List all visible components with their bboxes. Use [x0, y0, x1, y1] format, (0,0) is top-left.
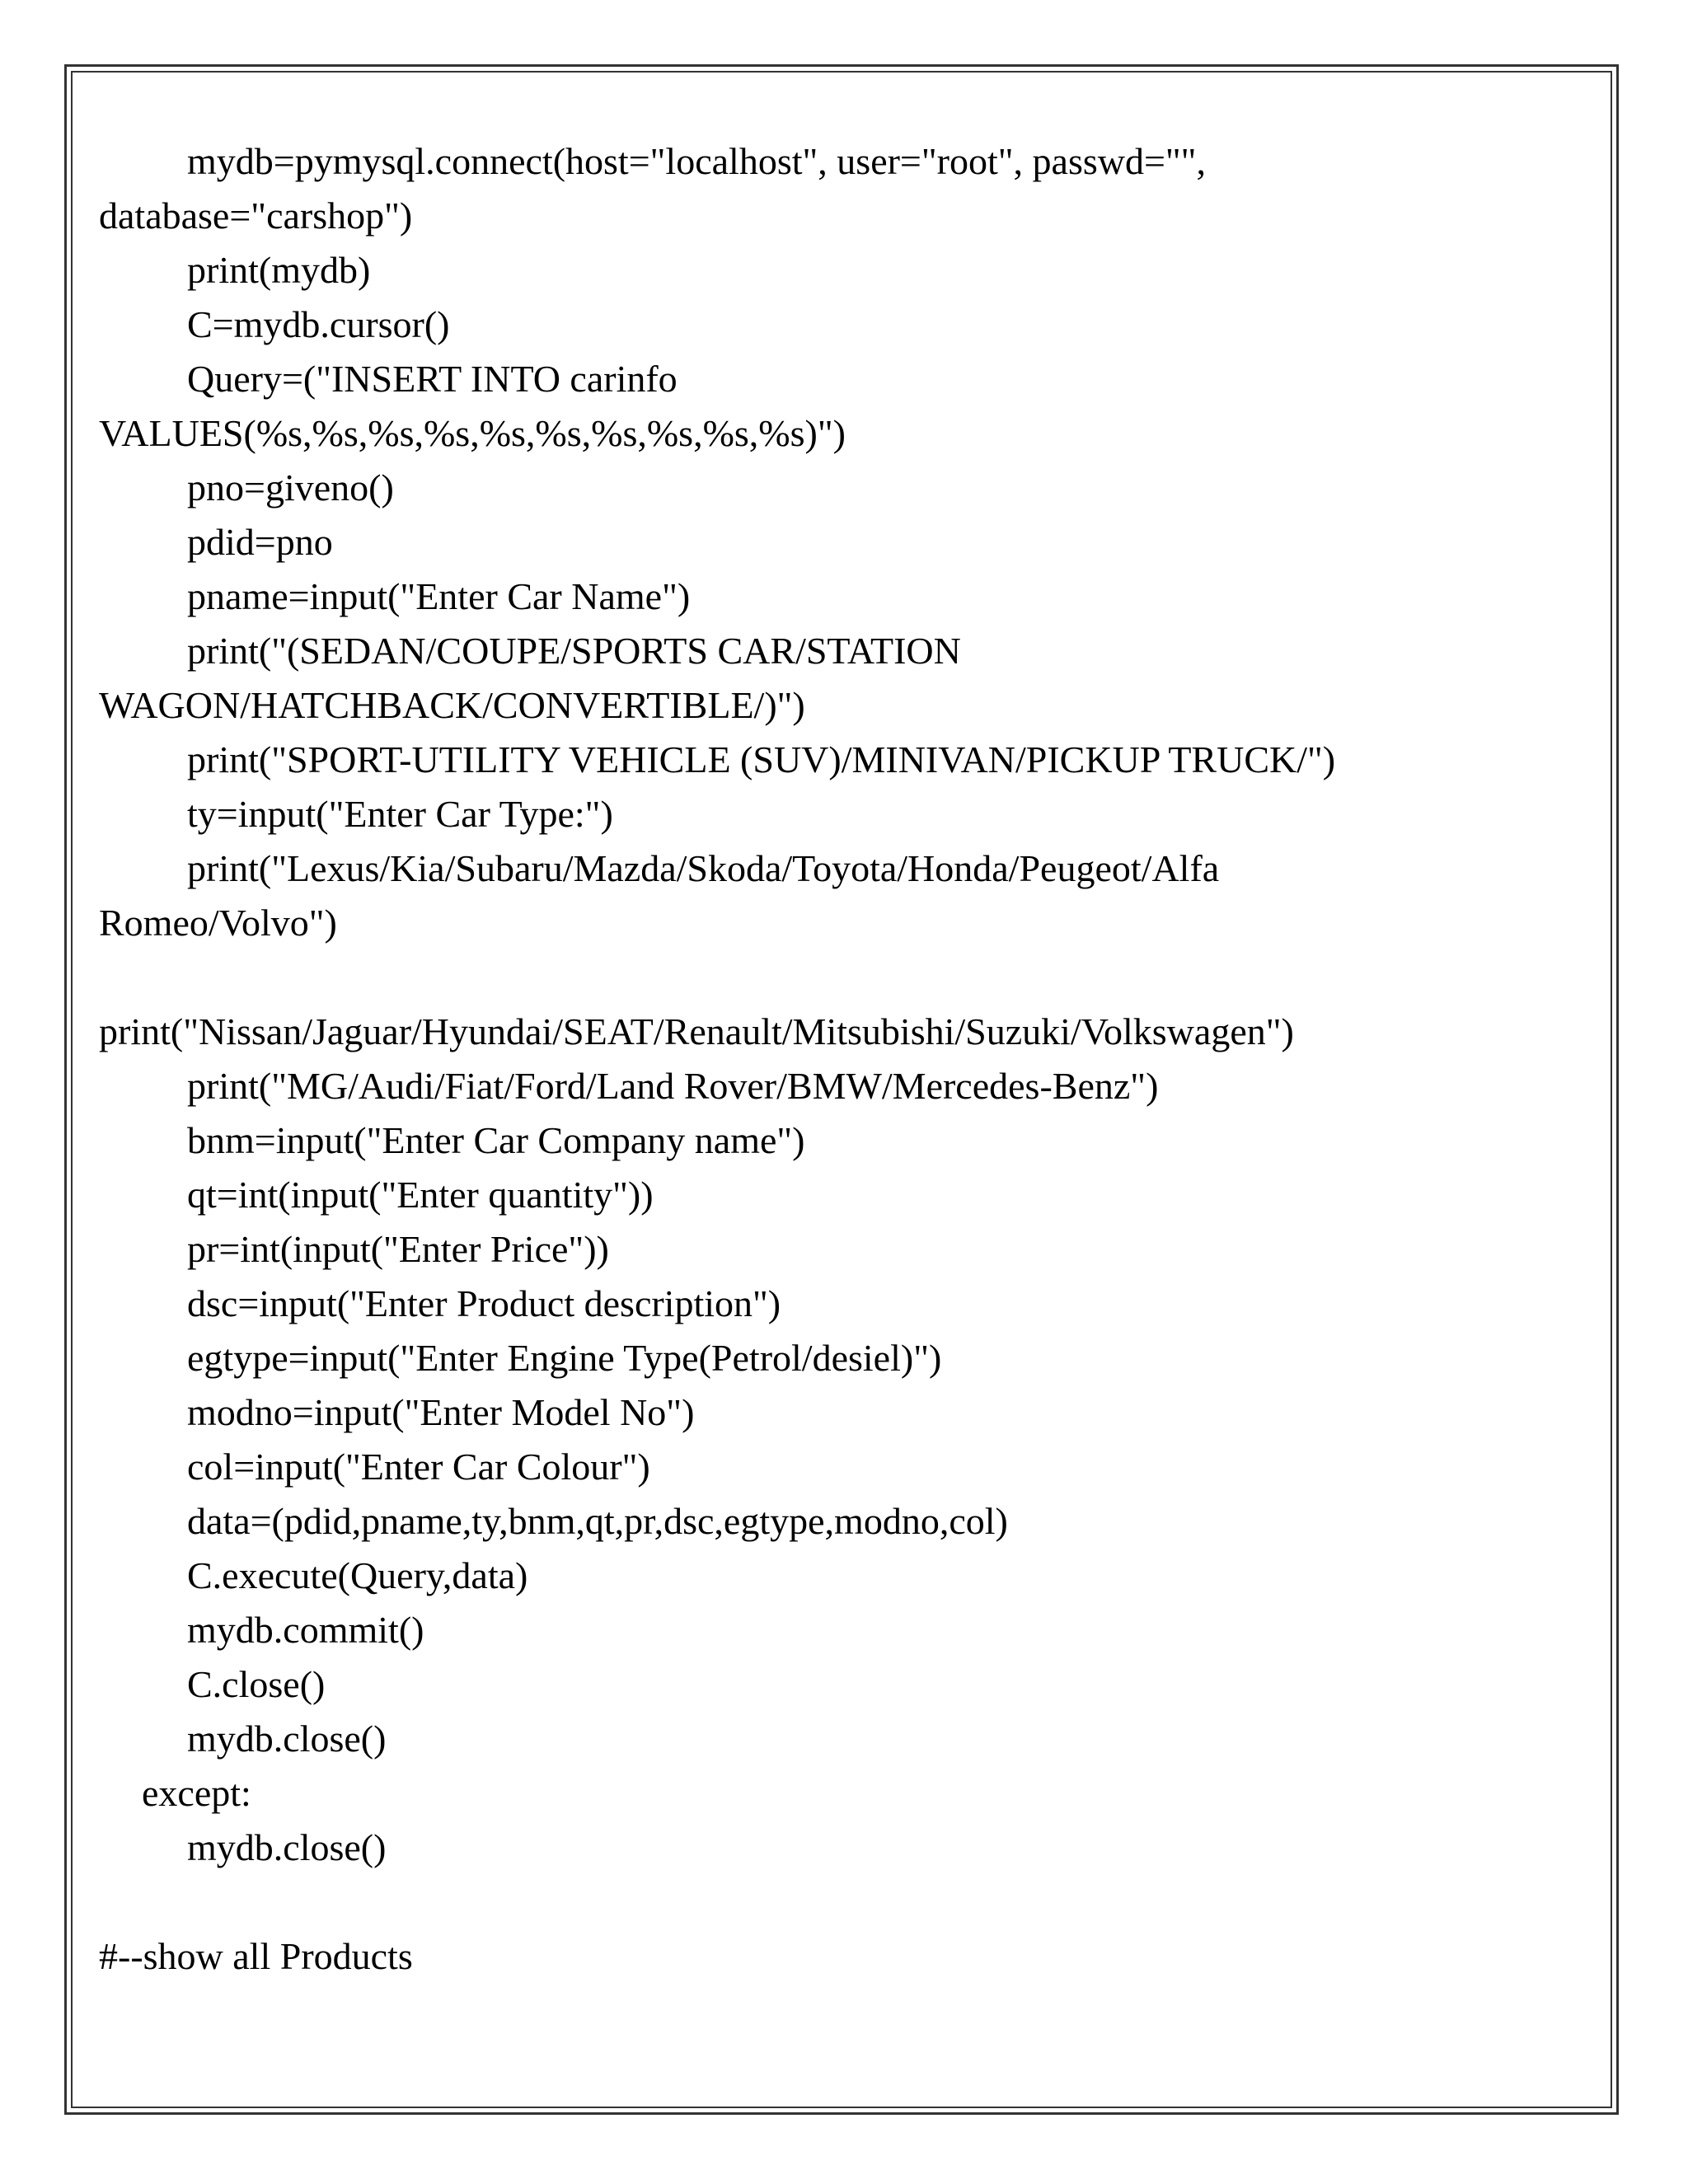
code-line: Query=("INSERT INTO carinfo — [187, 358, 678, 400]
code-line: bnm=input("Enter Car Company name") — [187, 1119, 805, 1161]
code-line: mydb.commit() — [187, 1609, 424, 1651]
code-line: Romeo/Volvo") — [99, 902, 337, 944]
code-line: print("Nissan/Jaguar/Hyundai/SEAT/Renault/Mitsubishi/Suzuki/Volkswagen") — [99, 1010, 1294, 1052]
code-line: C=mydb.cursor() — [187, 303, 450, 345]
code-line: pname=input("Enter Car Name") — [187, 575, 691, 617]
code-line: print("MG/Audi/Fiat/Ford/Land Rover/BMW/Mercedes-Benz") — [187, 1065, 1159, 1107]
code-line: C.close() — [187, 1663, 326, 1705]
code-line: pno=giveno() — [187, 466, 394, 509]
code-comment: #--show all Products — [99, 1935, 413, 1977]
code-line: C.execute(Query,data) — [187, 1554, 528, 1596]
code-line: mydb.close() — [187, 1826, 387, 1868]
code-line: print("(SEDAN/COUPE/SPORTS CAR/STATION — [187, 630, 961, 672]
code-line: egtype=input("Enter Engine Type(Petrol/desiel)") — [187, 1337, 942, 1379]
code-line: modno=input("Enter Model No") — [187, 1391, 695, 1433]
code-line: print("Lexus/Kia/Subaru/Mazda/Skoda/Toyota/Honda/Peugeot/Alfa — [187, 847, 1220, 889]
code-line: mydb=pymysql.connect(host="localhost", user="root", passwd="", — [187, 140, 1206, 182]
code-line: pdid=pno — [187, 521, 333, 563]
code-line: pr=int(input("Enter Price")) — [187, 1228, 609, 1270]
code-line: data=(pdid,pname,ty,bnm,qt,pr,dsc,egtype,modno,col) — [187, 1500, 1008, 1542]
code-line: print(mydb) — [187, 249, 371, 291]
code-line: except: — [142, 1772, 251, 1814]
code-line: qt=int(input("Enter quantity")) — [187, 1174, 654, 1216]
code-line: VALUES(%s,%s,%s,%s,%s,%s,%s,%s,%s,%s)") — [99, 412, 846, 454]
code-line: dsc=input("Enter Product description") — [187, 1282, 781, 1324]
code-line: col=input("Enter Car Colour") — [187, 1446, 650, 1488]
code-line: mydb.close() — [187, 1718, 387, 1760]
code-line: WAGON/HATCHBACK/CONVERTIBLE/)") — [99, 684, 805, 726]
code-line: database="carshop") — [99, 194, 413, 237]
code-line: ty=input("Enter Car Type:") — [187, 793, 613, 835]
code-line: print("SPORT-UTILITY VEHICLE (SUV)/MINIVAN/PICKUP TRUCK/") — [187, 738, 1336, 780]
